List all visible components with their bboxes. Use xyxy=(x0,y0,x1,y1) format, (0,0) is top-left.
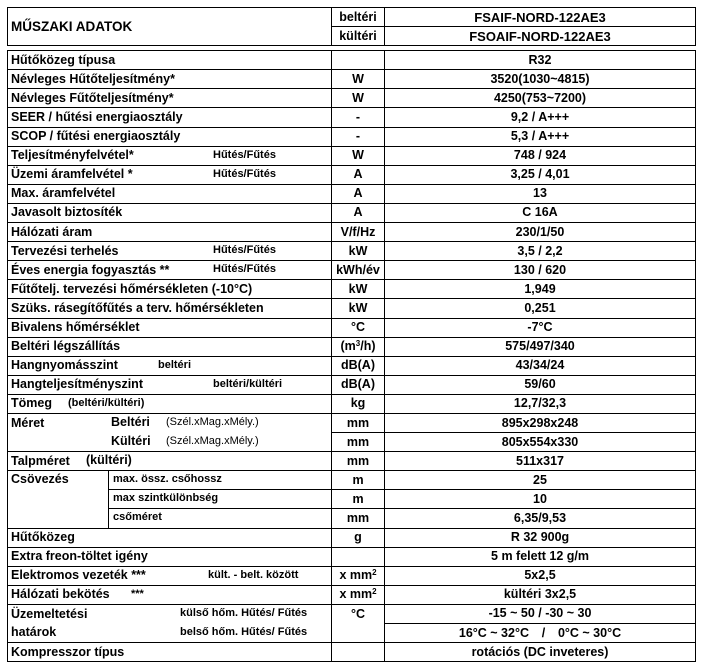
outdoor-model: FSOAIF-NORD-122AE3 xyxy=(385,27,696,46)
row-value: 3,25 / 4,01 xyxy=(385,165,696,184)
row-label: Javasolt biztosíték xyxy=(8,203,332,222)
row-label: Üzemi áramfelvétel * xyxy=(11,167,133,182)
row-label: Szüks. rásegítőfűtés a terv. hőmérsékleten xyxy=(8,299,332,318)
indoor-header-label: beltéri xyxy=(332,8,385,27)
row-unit: W xyxy=(332,146,385,165)
table-row xyxy=(8,318,696,337)
row-unit: x $mm^2$ xyxy=(332,566,385,585)
row-sublabel: (kültéri) xyxy=(86,453,132,468)
row-value: 575/497/340 xyxy=(385,337,696,356)
row-unit: x $mm^2$ xyxy=(332,585,385,604)
row-unit: kWh/év xyxy=(332,261,385,280)
row-unit: $(m^3/h)$ xyxy=(332,337,385,356)
row-unit xyxy=(332,51,385,70)
row-label: Üzemeltetési xyxy=(11,606,88,621)
table-row xyxy=(8,51,696,70)
row-label: Csövezés xyxy=(11,472,69,487)
row-label: Extra freon-töltet igény xyxy=(8,547,332,566)
row-value: 9,2 / A+++ xyxy=(385,108,696,127)
piping-max-height-label: max szintkülönbség xyxy=(108,490,331,509)
row-unit xyxy=(332,643,385,662)
row-label: határok xyxy=(11,625,57,640)
row-sublabel: Hűtés/Fűtés xyxy=(213,167,276,180)
row-value: C 16A xyxy=(385,203,696,222)
row-label: Hálózati áram xyxy=(8,223,332,242)
row-label: SEER / hűtési energiaosztály xyxy=(8,108,332,127)
table-row xyxy=(8,242,696,261)
outdoor-header-label: kültéri xyxy=(332,27,385,46)
dimensions-outdoor-note: (Szél.xMag.xMély.) xyxy=(166,434,259,447)
table-row xyxy=(8,203,696,222)
row-sublabel: beltéri xyxy=(158,358,192,371)
row-value: 895x298x248 xyxy=(385,413,696,432)
table-row xyxy=(8,643,696,662)
row-value: 25 xyxy=(385,471,696,490)
piping-max-length-label: max. össz. csőhossz xyxy=(108,471,331,490)
row-label: Hangteljesítményszint xyxy=(11,377,143,392)
table-row xyxy=(8,394,696,413)
row-unit: kW xyxy=(332,280,385,299)
row-unit: A xyxy=(332,203,385,222)
row-unit: kW xyxy=(332,242,385,261)
spec-sheet xyxy=(7,7,696,662)
row-unit: - xyxy=(332,127,385,146)
table-row xyxy=(8,356,696,375)
row-label: Éves energia fogyasztás ** xyxy=(11,262,170,277)
dimensions-outdoor-name: Kültéri xyxy=(111,433,151,448)
row-unit: dB(A) xyxy=(332,375,385,394)
table-row xyxy=(8,547,696,566)
row-unit: mm xyxy=(332,452,385,471)
row-value: -15 ~ 50 / -30 ~ 30 xyxy=(385,604,696,623)
row-value: 12,7/32,3 xyxy=(385,394,696,413)
row-unit: kW xyxy=(332,299,385,318)
row-value: 4250(753~7200) xyxy=(385,89,696,108)
row-unit xyxy=(332,624,385,643)
table-row xyxy=(8,184,696,203)
row-value: 1,949 xyxy=(385,280,696,299)
table-row xyxy=(8,604,696,623)
row-value: 511x317 xyxy=(385,452,696,471)
row-label: Méret xyxy=(11,415,45,430)
row-value: 0,251 xyxy=(385,299,696,318)
row-label: Bivalens hőmérséklet xyxy=(8,318,332,337)
row-label: Tervezési terhelés xyxy=(11,243,119,258)
row-value: 3,5 / 2,2 xyxy=(385,242,696,261)
indoor-model: FSAIF-NORD-122AE3 xyxy=(385,8,696,27)
row-value: kültéri 3x2,5 xyxy=(385,585,696,604)
row-value: 5 m felett 12 g/m xyxy=(385,547,696,566)
table-row xyxy=(8,127,696,146)
row-label: Beltéri légszállítás xyxy=(8,337,332,356)
table-row xyxy=(8,337,696,356)
row-sublabel: beltéri/kültéri xyxy=(213,377,283,390)
row-label: Tömeg xyxy=(11,396,52,411)
row-value: R 32 900g xyxy=(385,528,696,547)
row-sublabel: Hűtés/Fűtés xyxy=(213,263,276,276)
table-row xyxy=(8,223,696,242)
row-unit: g xyxy=(332,528,385,547)
table-row xyxy=(8,261,696,280)
row-value: 805x554x330 xyxy=(385,433,696,452)
row-unit: kg xyxy=(332,394,385,413)
row-value: 3520(1030~4815) xyxy=(385,70,696,89)
row-value: 10 xyxy=(385,490,696,509)
row-unit: mm xyxy=(332,433,385,452)
row-value: 130 / 620 xyxy=(385,261,696,280)
table-row xyxy=(8,375,696,394)
row-label: Max. áramfelvétel xyxy=(8,184,332,203)
row-value: 5,3 / A+++ xyxy=(385,127,696,146)
row-label: Hűtőközeg típusa xyxy=(8,51,332,70)
table-row xyxy=(8,585,696,604)
table-row xyxy=(8,165,696,184)
table-row xyxy=(8,509,696,528)
row-unit: V/f/Hz xyxy=(332,223,385,242)
row-unit: W xyxy=(332,89,385,108)
row-unit: W xyxy=(332,70,385,89)
row-label: SCOP / fűtési energiaosztály xyxy=(8,127,332,146)
row-value: 6,35/9,53 xyxy=(385,509,696,528)
row-unit: °C xyxy=(332,318,385,337)
row-unit: - xyxy=(332,108,385,127)
row-value: 43/34/24 xyxy=(385,356,696,375)
table-row xyxy=(8,280,696,299)
row-value: 748 / 924 xyxy=(385,146,696,165)
row-sublabel: *** xyxy=(131,587,144,600)
row-value: 13 xyxy=(385,184,696,203)
row-label: Hálózati bekötés xyxy=(11,587,110,602)
row-value: R32 xyxy=(385,51,696,70)
row-label: Kompresszor típus xyxy=(8,643,332,662)
table-row xyxy=(8,89,696,108)
row-unit: m xyxy=(332,471,385,490)
table-row xyxy=(8,433,696,452)
table-row xyxy=(8,413,696,432)
row-unit: °C xyxy=(332,604,385,623)
dimensions-indoor-note: (Szél.xMag.xMély.) xyxy=(166,415,259,428)
row-label: Elektromos vezeték *** xyxy=(11,568,146,583)
row-label: Hangnyomásszint xyxy=(11,358,118,373)
table-title: MŰSZAKI ADATOK xyxy=(8,8,332,46)
dimensions-indoor-name: Beltéri xyxy=(111,414,150,429)
row-label: Fűtőtelj. tervezési hőmérsékleten (-10°C) xyxy=(8,280,332,299)
row-value: 59/60 xyxy=(385,375,696,394)
piping-pipe-size-label: csőméret xyxy=(108,509,331,528)
row-value: 16°C ~ 32°C / 0°C ~ 30°C xyxy=(385,624,696,643)
row-sublabel: Hűtés/Fűtés xyxy=(213,148,276,161)
row-value: 230/1/50 xyxy=(385,223,696,242)
table-row xyxy=(8,146,696,165)
row-value: rotációs (DC inveteres) xyxy=(385,643,696,662)
row-label: Talpméret xyxy=(11,453,70,468)
row-value: -7°C xyxy=(385,318,696,337)
row-value: 5x2,5 xyxy=(385,566,696,585)
table-row xyxy=(8,624,696,643)
row-unit: mm xyxy=(332,509,385,528)
row-unit: dB(A) xyxy=(332,356,385,375)
table-row xyxy=(8,452,696,471)
row-unit xyxy=(332,547,385,566)
row-unit: A xyxy=(332,184,385,203)
table-row xyxy=(8,528,696,547)
row-unit: m xyxy=(332,490,385,509)
row-sublabel: (beltéri/kültéri) xyxy=(68,396,145,409)
table-row xyxy=(8,70,696,89)
row-unit: mm xyxy=(332,413,385,432)
row-sublabel: Hűtés/Fűtés xyxy=(213,244,276,257)
table-row xyxy=(8,108,696,127)
row-sublabel: külső hőm. Hűtés/ Fűtés xyxy=(180,606,308,619)
row-label: Névleges Fűtőteljesítmény* xyxy=(8,89,332,108)
row-unit: A xyxy=(332,165,385,184)
spec-table xyxy=(7,7,696,662)
row-sublabel: kült. - belt. között xyxy=(208,568,299,581)
table-row xyxy=(8,490,696,509)
table-row xyxy=(8,299,696,318)
row-label: Teljesítményfelvétel* xyxy=(11,148,134,163)
row-label: Névleges Hűtőteljesítmény* xyxy=(8,70,332,89)
row-label: Hűtőközeg xyxy=(8,528,332,547)
table-row xyxy=(8,471,696,490)
row-sublabel: belső hőm. Hűtés/ Fűtés xyxy=(180,625,308,638)
table-row xyxy=(8,566,696,585)
